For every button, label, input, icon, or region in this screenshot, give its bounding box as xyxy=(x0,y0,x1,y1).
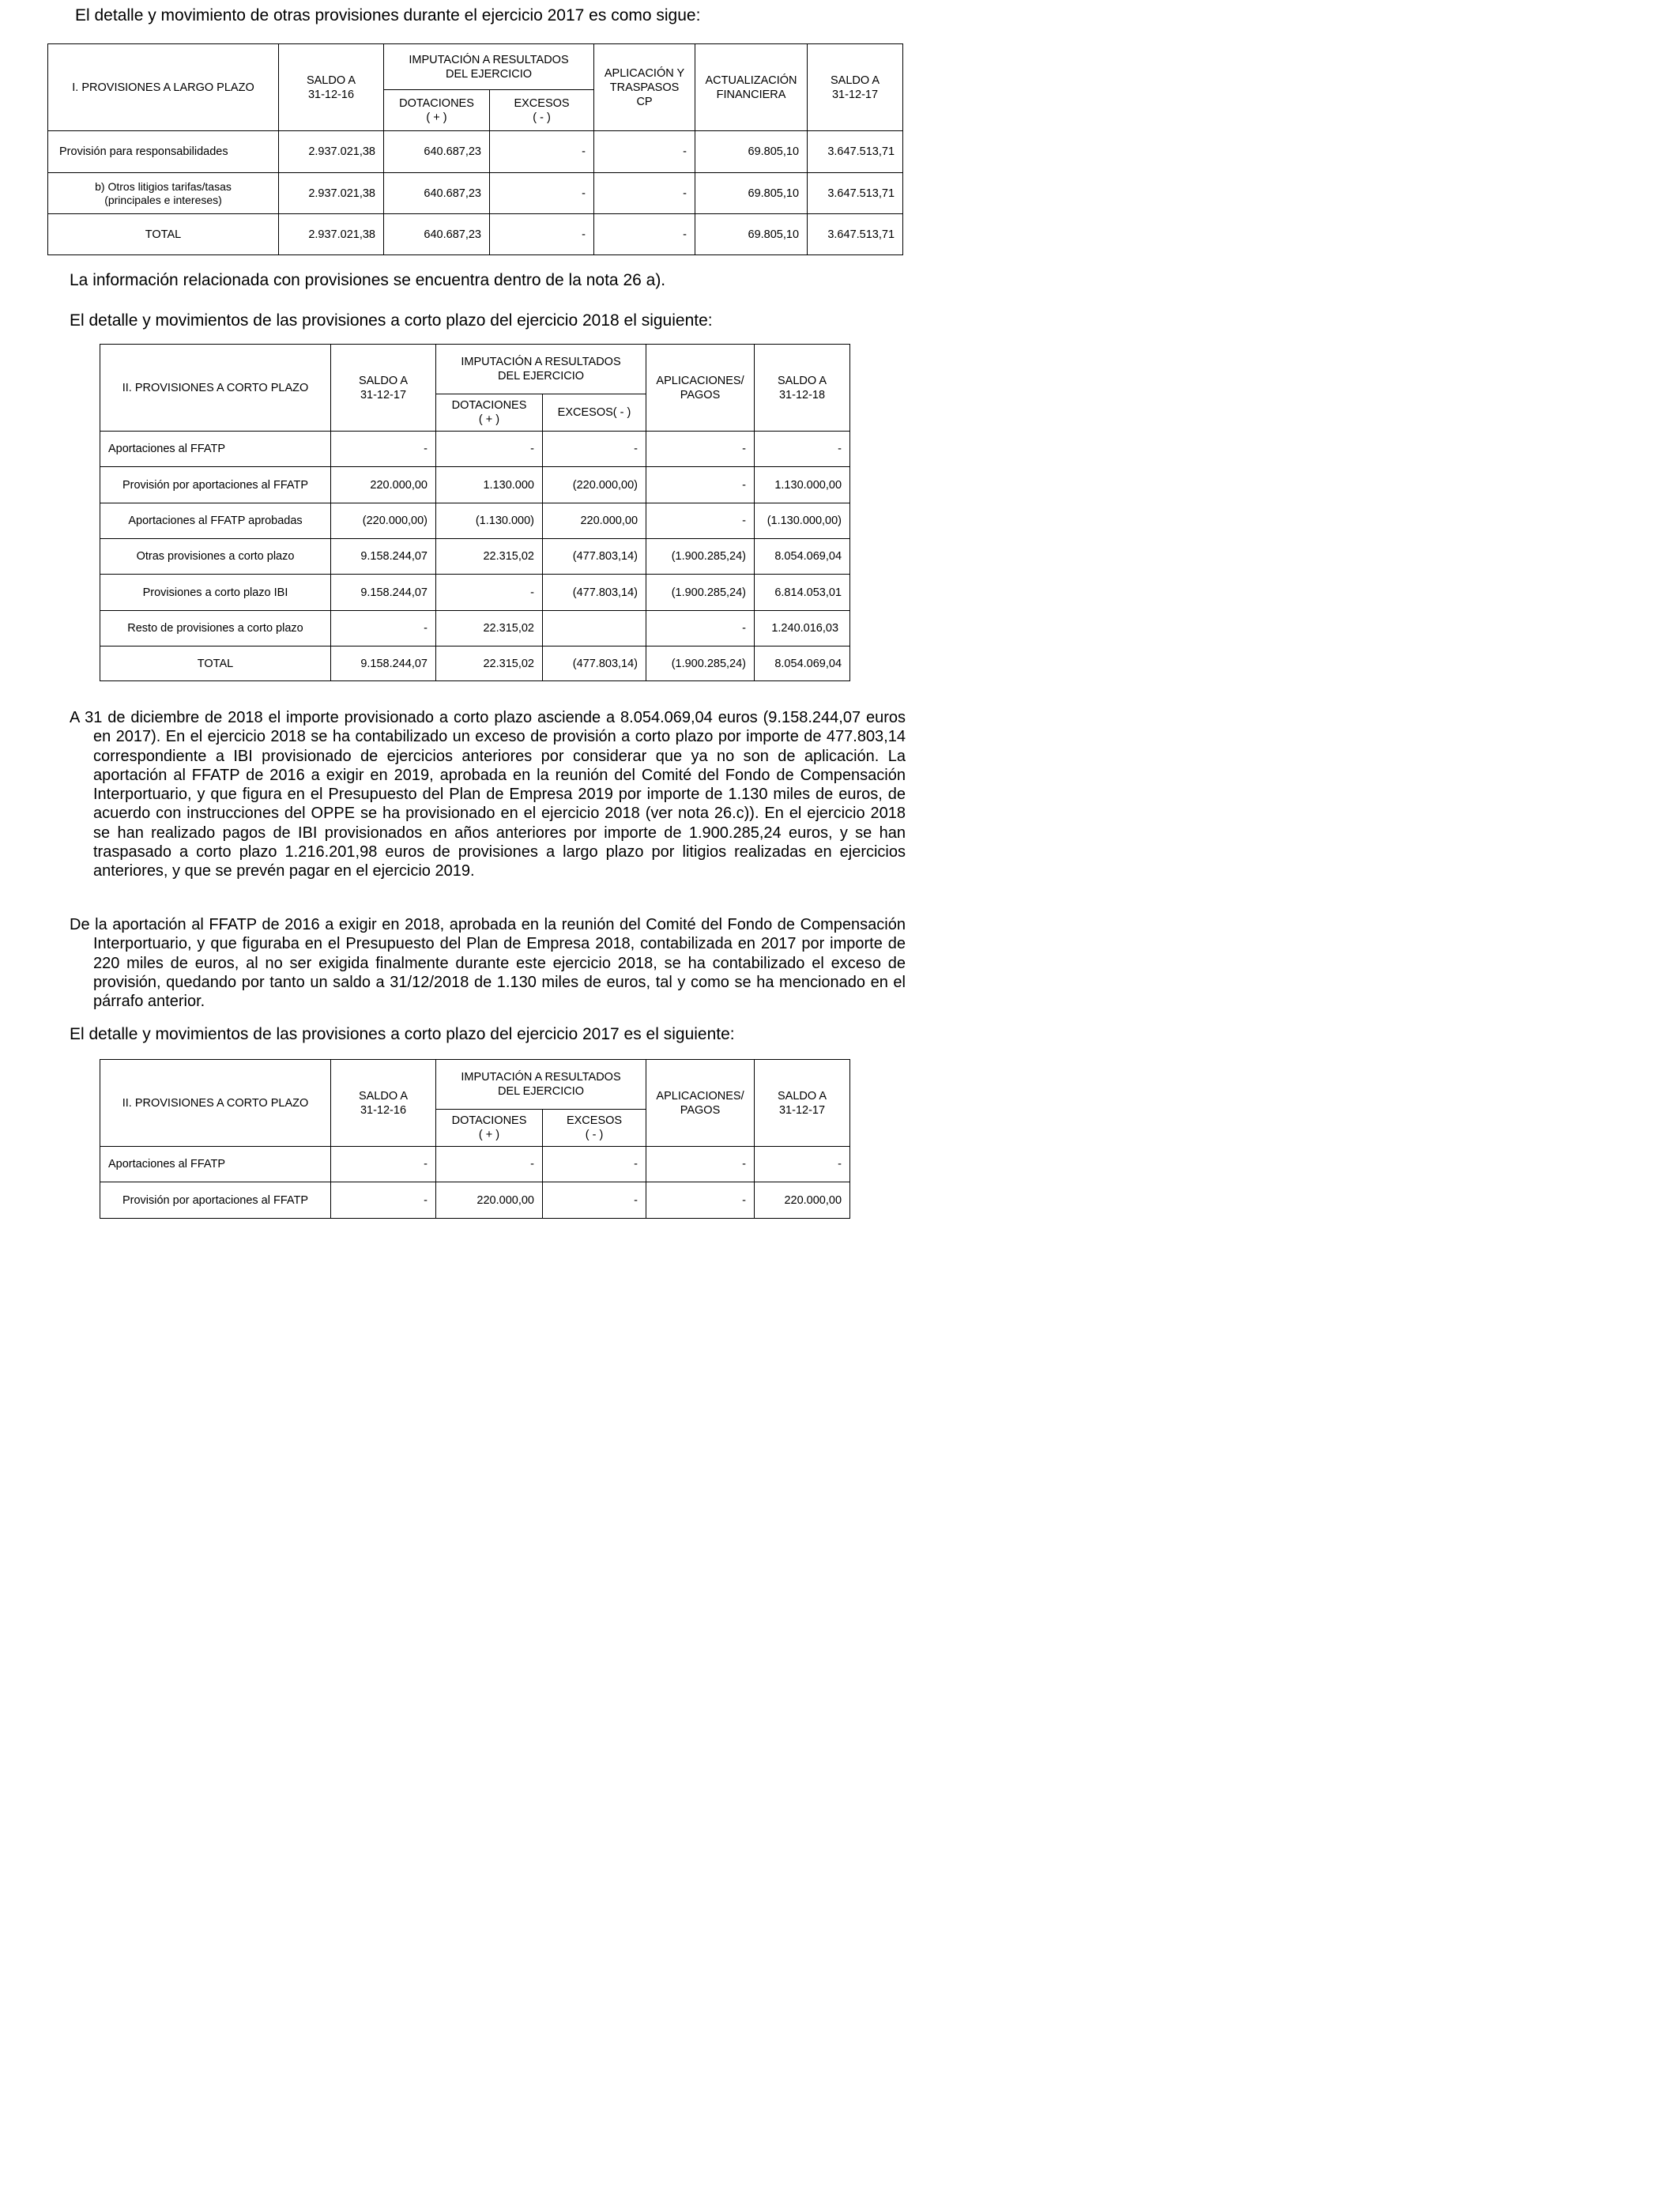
cell-excesos: - xyxy=(490,173,594,214)
cell-dotaciones: 22.315,02 xyxy=(436,611,543,647)
header-excesos: EXCESOS ( - ) xyxy=(490,90,594,131)
table-row-total xyxy=(100,647,850,681)
cell-aplicacion: - xyxy=(594,173,695,214)
cell-aplicaciones: - xyxy=(646,1182,755,1219)
cell-excesos: (477.803,14) xyxy=(543,647,646,681)
cell-saldo-inicial: 2.937.021,38 xyxy=(279,214,384,255)
header-saldo-inicial: SALDO A 31-12-17 xyxy=(331,345,436,432)
cell-saldo-final: 8.054.069,04 xyxy=(755,647,850,681)
table-row xyxy=(100,611,850,647)
header-excesos: EXCESOS( - ) xyxy=(543,394,646,432)
cell-saldo-inicial: 9.158.244,07 xyxy=(331,539,436,575)
table-row xyxy=(100,467,850,503)
cell-dotaciones: 640.687,23 xyxy=(384,214,490,255)
cell-saldo-inicial: 9.158.244,07 xyxy=(331,575,436,611)
header-imputacion: IMPUTACIÓN A RESULTADOS DEL EJERCICIO xyxy=(384,44,594,90)
header-aplicaciones: APLICACIONES/ PAGOS xyxy=(646,1060,755,1147)
cell-aplicaciones: - xyxy=(646,1147,755,1182)
table-provisiones-corto-plazo-2017 xyxy=(100,1059,850,1219)
cell-excesos: - xyxy=(490,214,594,255)
header-concept: II. PROVISIONES A CORTO PLAZO xyxy=(100,345,331,432)
cell-excesos: (220.000,00) xyxy=(543,467,646,503)
cell-saldo-inicial: - xyxy=(331,1182,436,1219)
row-label: Provisiones a corto plazo IBI xyxy=(100,575,331,611)
header-actualizacion: ACTUALIZACIÓN FINANCIERA xyxy=(695,44,808,131)
paragraph-provision-corto-plazo-2018: A 31 de diciembre de 2018 el importe provisionado a corto plazo asciende a 8.054.069,04 euros (9.158.244,07 euros en 2017). En el ejercicio 2018 se ha contabilizado un exceso de provisión a corto plazo por importe de 477.803,14 correspondiente a IBI provisionado de ejercicios anteriores por considerar que ya no son de aplicación. La aportación al FFATP de 2016 a exigir en 2019, aprobada en la reunión del Comité del Fondo de Compensación Interportuario, y que figura en el Presupuesto del Plan de Empresa 2019 por importe de 1.130 miles de euros, de acuerdo con instrucciones del OPPE se ha provisionado en el ejercicio 2018 (ver nota 26.c)). En el ejercicio 2018 se han realizado pagos de IBI provisionados en años anteriores por importe de 1.900.285,24 euros, y se han traspasado a corto plazo 1.216.201,98 euros de provisiones a largo plazo por litigios realizadas en ejercicios anteriores, y que se prevén pagar en el ejercicio 2019. xyxy=(70,709,906,880)
cell-saldo-inicial: - xyxy=(331,432,436,467)
cell-excesos: (477.803,14) xyxy=(543,539,646,575)
cell-saldo-final: 3.647.513,71 xyxy=(808,173,903,214)
cell-excesos: (477.803,14) xyxy=(543,575,646,611)
header-imputacion: IMPUTACIÓN A RESULTADOS DEL EJERCICIO xyxy=(436,345,646,394)
header-saldo-final: SALDO A 31-12-18 xyxy=(755,345,850,432)
cell-dotaciones: 22.315,02 xyxy=(436,539,543,575)
cell-saldo-inicial: (220.000,00) xyxy=(331,503,436,539)
cell-dotaciones: - xyxy=(436,575,543,611)
intro-2017-otras: El detalle y movimiento de otras provisiones durante el ejercicio 2017 es como sigue: xyxy=(75,6,701,25)
cell-saldo-final: 6.814.053,01 xyxy=(755,575,850,611)
header-saldo-final: SALDO A 31-12-17 xyxy=(808,44,903,131)
cell-aplicacion: - xyxy=(594,131,695,173)
header-imputacion: IMPUTACIÓN A RESULTADOS DEL EJERCICIO xyxy=(436,1060,646,1110)
table-row xyxy=(100,575,850,611)
cell-aplicaciones: - xyxy=(646,432,755,467)
cell-dotaciones: 220.000,00 xyxy=(436,1182,543,1219)
cell-dotaciones: - xyxy=(436,432,543,467)
header-concept: I. PROVISIONES A LARGO PLAZO xyxy=(48,44,279,131)
cell-actualizacion: 69.805,10 xyxy=(695,214,808,255)
table-row xyxy=(100,1182,850,1219)
header-dotaciones: DOTACIONES ( + ) xyxy=(436,1110,543,1147)
cell-aplicaciones: (1.900.285,24) xyxy=(646,647,755,681)
cell-aplicaciones: - xyxy=(646,503,755,539)
row-label: TOTAL xyxy=(100,647,331,681)
header-excesos: EXCESOS ( - ) xyxy=(543,1110,646,1147)
cell-aplicaciones: (1.900.285,24) xyxy=(646,539,755,575)
cell-dotaciones: 640.687,23 xyxy=(384,173,490,214)
cell-excesos: - xyxy=(543,1182,646,1219)
paragraph-aportacion-ffatp: De la aportación al FFATP de 2016 a exigir en 2018, aprobada en la reunión del Comité del Fondo de Compensación Interportuario, y que figuraba en el Presupuesto del Plan de Empresa 2018, contabilizada en 2017 por importe de 220 miles de euros, al no ser exigida finalmente durante este ejercicio 2018, se ha contabilizado el exceso de provisión, quedando por tanto un saldo a 31/12/2018 de 1.130 miles de euros, tal y como se ha mencionado en el párrafo anterior. xyxy=(70,916,906,1011)
cell-aplicaciones: - xyxy=(646,611,755,647)
row-label: Aportaciones al FFATP aprobadas xyxy=(100,503,331,539)
header-saldo-inicial: SALDO A 31-12-16 xyxy=(331,1060,436,1147)
table-row xyxy=(100,539,850,575)
cell-excesos: - xyxy=(543,1147,646,1182)
intro-2017-cp: El detalle y movimientos de las provisiones a corto plazo del ejercicio 2017 es el siguiente: xyxy=(70,1025,735,1043)
cell-saldo-inicial: 2.937.021,38 xyxy=(279,173,384,214)
cell-saldo-final: 1.130.000,00 xyxy=(755,467,850,503)
table-row xyxy=(48,131,903,173)
cell-excesos: 220.000,00 xyxy=(543,503,646,539)
table-row xyxy=(48,173,903,214)
cell-saldo-final: 8.054.069,04 xyxy=(755,539,850,575)
cell-dotaciones: 640.687,23 xyxy=(384,131,490,173)
table-row xyxy=(100,1147,850,1182)
header-dotaciones: DOTACIONES ( + ) xyxy=(384,90,490,131)
cell-saldo-inicial: 220.000,00 xyxy=(331,467,436,503)
cell-actualizacion: 69.805,10 xyxy=(695,131,808,173)
cell-saldo-final: - xyxy=(755,1147,850,1182)
cell-dotaciones: 22.315,02 xyxy=(436,647,543,681)
intro-2018-cp: El detalle y movimientos de las provisiones a corto plazo del ejercicio 2018 el siguiente: xyxy=(70,311,713,330)
cell-saldo-final: - xyxy=(755,432,850,467)
cell-saldo-inicial: 2.937.021,38 xyxy=(279,131,384,173)
cell-saldo-final: 220.000,00 xyxy=(755,1182,850,1219)
cell-saldo-inicial: - xyxy=(331,1147,436,1182)
header-dotaciones: DOTACIONES ( + ) xyxy=(436,394,543,432)
cell-saldo-final: 3.647.513,71 xyxy=(808,214,903,255)
cell-excesos: - xyxy=(490,131,594,173)
table-provisiones-largo-plazo xyxy=(47,43,903,255)
cell-saldo-final: 1.240.016,03 xyxy=(755,611,850,647)
cell-saldo-final: 3.647.513,71 xyxy=(808,131,903,173)
cell-saldo-final: (1.130.000,00) xyxy=(755,503,850,539)
row-label: Aportaciones al FFATP xyxy=(100,432,331,467)
row-label: Provisión por aportaciones al FFATP xyxy=(100,1182,331,1219)
header-aplicacion: APLICACIÓN Y TRASPASOS CP xyxy=(594,44,695,131)
row-label: Aportaciones al FFATP xyxy=(100,1147,331,1182)
table-row-total xyxy=(48,214,903,255)
row-label: Provisión por aportaciones al FFATP xyxy=(100,467,331,503)
header-concept: II. PROVISIONES A CORTO PLAZO xyxy=(100,1060,331,1147)
cell-excesos: - xyxy=(543,432,646,467)
cell-dotaciones: - xyxy=(436,1147,543,1182)
cell-dotaciones: 1.130.000 xyxy=(436,467,543,503)
table-row xyxy=(100,503,850,539)
table-provisiones-corto-plazo-2018 xyxy=(100,344,850,681)
cell-excesos xyxy=(543,611,646,647)
cell-actualizacion: 69.805,10 xyxy=(695,173,808,214)
row-label: b) Otros litigios tarifas/tasas (principales e intereses) xyxy=(48,173,279,214)
header-saldo-final: SALDO A 31-12-17 xyxy=(755,1060,850,1147)
cell-saldo-inicial: - xyxy=(331,611,436,647)
cell-dotaciones: (1.130.000) xyxy=(436,503,543,539)
row-label: TOTAL xyxy=(48,214,279,255)
cell-aplicacion: - xyxy=(594,214,695,255)
cell-aplicaciones: (1.900.285,24) xyxy=(646,575,755,611)
cell-aplicaciones: - xyxy=(646,467,755,503)
row-label: Otras provisiones a corto plazo xyxy=(100,539,331,575)
header-saldo-inicial: SALDO A 31-12-16 xyxy=(279,44,384,131)
header-aplicaciones: APLICACIONES/ PAGOS xyxy=(646,345,755,432)
table-row xyxy=(100,432,850,467)
row-label: Resto de provisiones a corto plazo xyxy=(100,611,331,647)
row-label: Provisión para responsabilidades xyxy=(48,131,279,173)
nota-26a: La información relacionada con provisiones se encuentra dentro de la nota 26 a). xyxy=(70,271,666,289)
cell-saldo-inicial: 9.158.244,07 xyxy=(331,647,436,681)
